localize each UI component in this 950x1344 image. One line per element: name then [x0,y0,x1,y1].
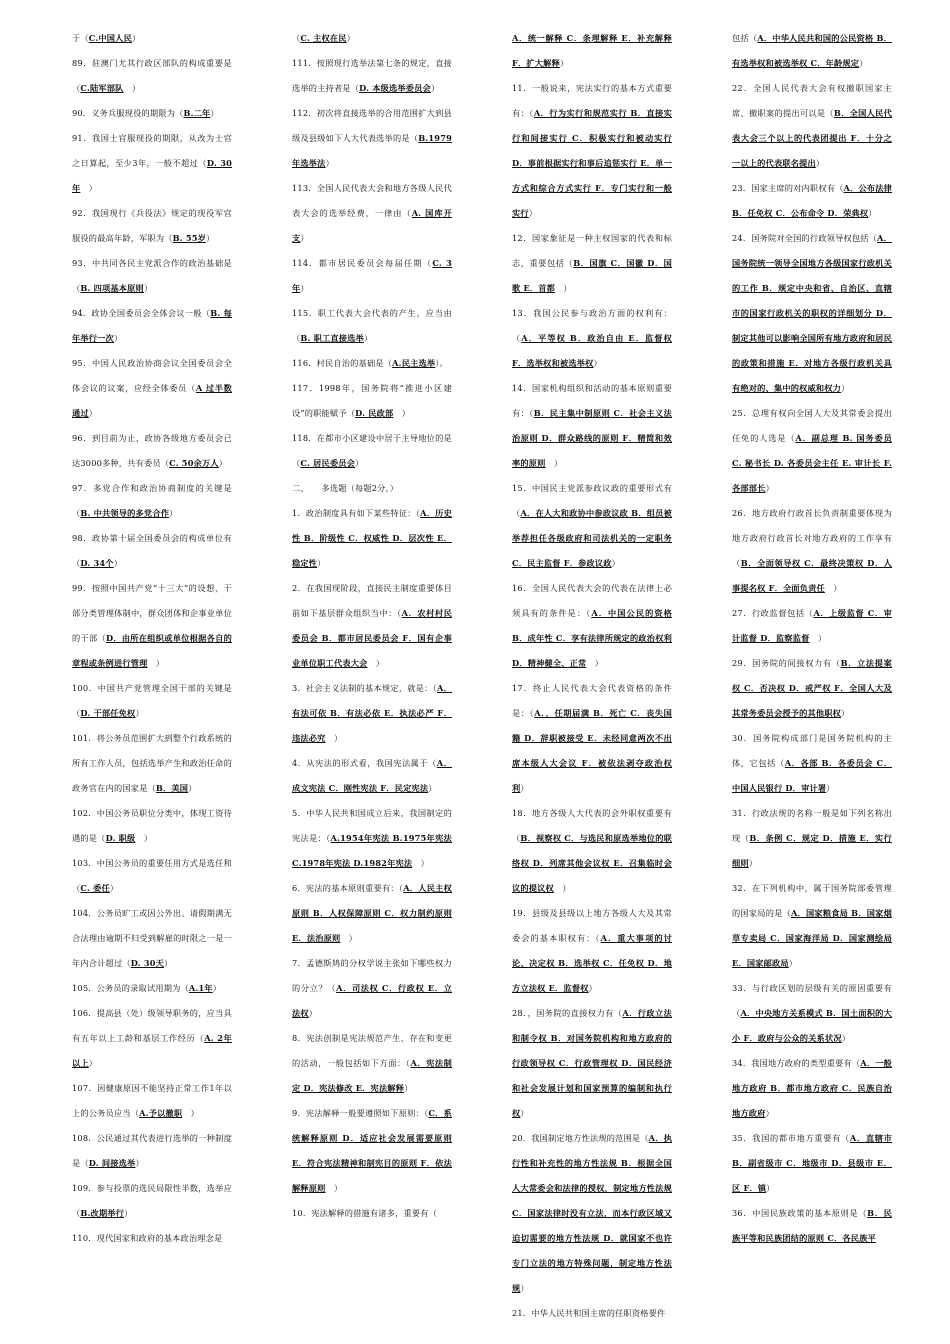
question-item [732,76,892,176]
question-item [72,201,232,251]
answer-text: A.民主选举 [392,358,436,368]
question-item [292,251,452,301]
answer-text: C．系统解释原则 D．适应社会发展需要原则 E．符合宪法精神和制宪目的原则 F．依法解释原则 [292,1108,452,1193]
closing-text: ） [88,1058,98,1068]
closing-text: ） [555,283,572,293]
question-item [72,101,232,126]
question-item [292,426,452,476]
question-text: 33．与行政区划的层级有关的原因重要有（ [732,983,892,1018]
question-text: 24．国务院对全国的行政领导权包括（ [732,233,878,243]
closing-text: ） [788,958,798,968]
question-item [292,176,452,251]
closing-text: ） [164,958,173,968]
answer-text: B.改期举行 [80,1208,125,1218]
question-item [292,376,452,426]
question-text: 89．驻澳门尤其行政区部队的构成重要是（ [72,58,232,93]
closing-text: ） [317,558,326,568]
answer-text: B．美国 [155,783,189,793]
answer-text: A．平等权 B．政治自由 E．监督权 F．选举权和被选举权 [512,333,672,368]
answer-text: A．副总理 B. 国务委员 C. 秘书长 D. 各委员会主任 E. 审计长 F. 各部部长 [732,433,892,493]
question-item [292,1101,452,1201]
question-item [512,76,672,226]
question-item [72,126,232,201]
question-text: 95．中国人民政治协商会议全国委员会全体会议的议案，应经全体委员（ [72,358,232,393]
question-item [72,576,232,676]
answer-text: B．条例 C．规定 D．措施 E．实行细则 [732,833,892,868]
closing-text: ） [841,1033,851,1043]
question-text: 112．初次将直接选举的合用范围扩大到县级及县级如下人大代表选举的是（ [292,108,452,143]
question-item [292,1026,452,1101]
question-item [732,226,892,401]
question-item [732,26,892,76]
answer-text: A．中国公民的资格 B．成年性 C．享有法律所规定的政治权利 D．精神健全、正常 [512,608,673,668]
answer-text: B．民主集中制原则 C．社会主义法治原则 D．群众路线的原则 F．精简和效率的原则 [512,408,672,468]
answer-text: A．中央地方关系模式 B．国土面积的大小 F．政府与公众的关系状况 [732,1008,892,1043]
question-text: 96．到目前为止，政协各级地方委员会已达3000多种，共有委员（ [72,433,232,468]
question-item [292,876,452,951]
question-text: 101．将公务员范围扩大到整个行政系统的所有工作人员，包括选举产生和政治任命的政务官在内的国家是（ [72,733,232,793]
question-item [732,1126,892,1201]
question-item [72,1226,232,1251]
question-text: 109．参与投票的选民局限性半数，选举应（ [72,1183,232,1218]
question-item [512,226,672,301]
answer-text: C.陆军部队 [80,83,124,93]
answer-text: B. 55岁 [172,233,207,243]
question-item [292,26,452,51]
question-item [732,726,892,801]
answer-text: A. 国库开支 [292,208,452,243]
answer-text: A．历史性 B．阶级性 C．权威性 D．层次性 E．稳定性 [292,508,453,568]
question-text: 108．公民通过其代表进行选举的一种制度是（ [72,1133,232,1168]
question-item [72,476,232,526]
answer-text: A 过半数通过 [72,383,233,418]
question-text: 106．提高县（处）级领导职务的，应当具有五年以上工龄和基层工作经历（ [72,1008,232,1043]
closing-text: ） [169,508,178,518]
question-item [72,901,232,976]
answer-text: B．民族平等和民族团结的原则 C．各民族平 [732,1208,892,1243]
question-text: 4．从宪法的形式看，我国宪法属于（ [292,758,437,768]
question-item [732,601,892,651]
answer-text: D. 30天 [130,958,165,968]
closing-text: ） [520,1108,529,1118]
closing-text: ） [809,633,827,643]
question-text: 30．国务院构成部门是国务院机构的主体，它包括（ [732,733,892,768]
answer-text: D. 职级 [105,833,136,843]
question-text: 36．中国民族政策的基本原则是（ [732,1208,868,1218]
question-item [72,301,232,351]
closing-text: ） [393,408,411,418]
question-item [292,801,452,876]
closing-text: ） [363,333,373,343]
closing-text: ） [520,1283,529,1293]
question-text: 3．社会主义法制的基本规定，就是：（ [292,683,437,693]
closing-text: ） [206,233,215,243]
question-text: 23．国家主席的对内职权有（ [732,183,844,193]
question-text: 98．政协第十届全国委员会的构成单位有（ [72,533,232,568]
closing-text: ） [559,58,569,68]
closing-text: ） [826,783,835,793]
question-item [732,1051,892,1126]
closing-text: ）。 [435,358,448,368]
answer-text: A．行为实行和规范实行 B．直接实行和间接实行 C．积极实行和被动实行 D．事前根据实行和事后追惩实行 E．单一方式和综合方式实行 F．专门实行和一般实行 [512,108,672,218]
closing-text: ） [593,358,602,368]
answer-text: A．行政立法和制令权 B．对国务院机构和地方政府的行政领导权 C．行政管理权 D．国民经济和社会发展计划和国家预算的编制和执行权 [512,1008,672,1118]
closing-text: ） [80,183,98,193]
closing-text: ） [412,858,430,868]
question-text: 二、 多选题（每题2分，） [292,483,399,493]
answer-text: B. 职工直接选举 [300,333,364,343]
question-text: （ [292,33,301,43]
answer-text: B．立法提案权 C．否决权 D．戒严权 F．全国人大及其常务委员会授予的其他职权 [732,658,892,718]
answer-text: A．成文宪法 C．刚性宪法 F．民定宪法 [292,758,452,793]
question-item [292,751,452,801]
question-item [512,1126,672,1301]
closing-text: ） [135,708,144,718]
answer-text: A．重大事项的讨论、决定权 B．选举权 C．任免权 D．地方立法权 E．监督权 [512,933,673,993]
closing-text: ） [367,658,385,668]
question-text: 13．我国公民参与政治方面的权利有：（ [512,308,672,343]
answer-text: B. 每年举行一次 [72,308,232,343]
answer-text: A．国务院统一领导全国地方各级国家行政机关的工作 B．规定中央和省、自治区、直辖市的国家行政机关的职权的详细划分 D．制定其他可以影响全国所有地方政府和居民的政策和措施 E．对地方各级行政机关具有绝对的、集中的权威和权力 [732,233,892,393]
answer-text: A．一般地方政府 B．都市地方政府 C．民族自治地方政府 [732,1058,893,1118]
answer-text: D. 30年 [72,158,232,193]
closing-text: ） [815,158,825,168]
question-item [512,801,672,901]
closing-text: ） [308,1008,318,1018]
text-column-3 [512,26,672,1326]
closing-text: ） [868,208,877,218]
question-text: 90．义务兵服现役的期限为（ [72,108,184,118]
question-item [512,901,672,1001]
answer-text: B．全国人民代表大会三个以上的代表团提出 F．十分之一以上的代表联名提出 [732,108,892,168]
question-text: 6．宪法的基本原则重要有：（ [292,883,404,893]
question-item [72,1076,232,1126]
answer-text: C. 3年 [292,258,453,293]
text-column-2 [292,26,452,1226]
closing-text: ） [611,558,621,568]
answer-text: A．有法可依 B．有法必依 E．执法必严 F．违法必究 [292,683,452,743]
closing-text: ） [218,458,228,468]
closing-text: ） [113,333,123,343]
question-text: 107．因健康原因不能坚持正常工作1年以上的公务员应当（ [72,1083,232,1118]
question-item [292,501,452,576]
question-text: 113．全国人民代表大会和地方各级人民代表大会的选举经费，一律由（ [292,183,452,218]
question-text: 12．国家象征是一种主权国家的代表和标志，重要包括（ [512,233,672,268]
answer-text: D. 间接选举 [88,1158,136,1168]
question-text: 103．中国公务员的重要任用方式是选任和（ [72,858,232,893]
closing-text: ） [346,33,356,43]
question-item [732,801,892,876]
question-text: 17．终止人民代表大会代表资格的条件是：（ [512,683,672,718]
question-text: 25．总理有权向全国人大及其常委会提出任免的人选是（ [732,408,892,443]
question-item [292,476,452,501]
closing-text: ） [765,483,774,493]
answer-text: A. 2年以上 [72,1033,232,1068]
question-text: 110．现代国家和政府的基本政治理念是 [72,1233,223,1243]
question-text: 93．中共同各民主党派合作的政治基础是（ [72,258,232,293]
question-text: 118．在都市小区建设中居于主导地位的是（ [292,433,452,468]
closing-text: ） [748,858,758,868]
question-item [732,1201,892,1251]
question-text: 27．行政监督包括（ [732,608,814,618]
answer-text: D. 本级选举委员会 [359,83,431,93]
question-item [292,101,452,176]
question-item [512,476,672,576]
answer-text: A．公布法律 B．任免权 C．公布命令 D．荣典权 [732,183,892,218]
question-text: 18．地方各级人大代表的会外职权重要有（ [512,808,672,843]
question-text: 102．中国公务员职位分类中，体现工资待遇的是（ [72,808,232,843]
answer-text: B．国旗 C．国徽 D．国歌 E．首都 [512,258,673,293]
question-text: 35．我国的都市地方重要有（ [732,1133,850,1143]
answer-text: A．直辖市 B．副省级市 C．地级市 D．县级市 E．区 F．镇 [732,1133,893,1193]
answer-text: A．，任期届满 B．死亡 C．丧失国籍 D．辞职被接受 E．未经同意两次不出席本级人大会议 F．被依法剥夺政治权利 [512,708,672,793]
question-text: 16．全国人民代表大会的代表在法律上必须具有的条件是：（ [512,583,672,618]
question-text: 29．国务院的间接权力有（ [732,658,841,668]
closing-text: ） [182,1108,200,1118]
answer-text: C. 50余万人 [169,458,219,468]
answer-text: A.予以撤职 [139,1108,183,1118]
closing-text: ） [113,558,123,568]
answer-text: A．在人大和政协中参政议政 B．组员被举荐担任各级政府和司法机关的一定职务 C．民主监督 F．参政议政 [512,508,672,568]
question-item [512,301,672,376]
question-text: 115．职工代表大会代表的产生，应当由（ [292,308,452,343]
closing-text: ） [123,83,141,93]
closing-text: ） [325,158,334,168]
question-item [292,301,452,351]
closing-text: ） [428,783,437,793]
question-item [292,51,452,101]
question-item [72,1001,232,1076]
question-text: 15．中国民主党派参政议政的重要形式有（ [512,483,672,518]
answer-text: B．全面领导权 C．最终决策权 D．人事提名权 F．全面负责任 [732,558,893,593]
question-item [72,1176,232,1226]
question-text: 94．政协全国委员会全体会议一般（ [72,308,211,318]
question-item [512,26,672,76]
question-item [72,251,232,301]
question-item [292,351,452,376]
answer-text: D．由所在组织或单位根据各自的章程或条例进行管理 [72,633,232,668]
answer-text: A．执行性和补充性的地方性法规 B．根据全国人大常委会和法律的授权，制定地方性法规 C．国家法律时没有立法，而本行政区域又迫切需要的地方性法规 D．就国家不也许专门立法的地方特殊问题，制定地方性法规 [512,1133,673,1293]
question-item [72,526,232,576]
closing-text: ） [135,1158,144,1168]
closing-text: ） [143,283,153,293]
question-text: 1．政治制度具有如下某些特征：（ [292,508,421,518]
answer-text: D. 34个 [80,558,114,568]
closing-text: ） [586,658,604,668]
closing-text: ） [553,883,571,893]
closing-text: ） [300,233,309,243]
closing-text: ） [325,1183,343,1193]
question-item [512,676,672,801]
answer-text: A．各部 B．各委员会 C．中国人民银行 D．审计署 [732,758,893,793]
question-item [292,951,452,1026]
answer-text: B.1979年选举法 [292,133,452,168]
closing-text: ） [824,583,842,593]
answer-text: D. 干部任免权 [80,708,136,718]
answer-text: B. 四项基本原则 [80,283,144,293]
closing-text: ） [188,783,197,793]
answer-text: A．司法权 C．行政权 E．立法权 [292,983,452,1018]
question-item [292,676,452,751]
question-text: 8．宪法创制是宪法规范产生、存在和变更的活动，一般包括如下方面：（ [292,1033,452,1068]
question-item [732,876,892,976]
answer-text: A．农村村民委员会 B．都市居民委员会 F．国有企事业单位职工代表大会 [292,608,452,668]
closing-text: ） [212,983,222,993]
closing-text: ） [841,708,850,718]
answer-text: A.1年 [188,983,213,993]
closing-text: ） [135,833,153,843]
question-text: 包括（ [732,33,758,43]
answer-text: A．上级监督 C．审计监督 D．监察监督 [732,608,892,643]
question-text: 22．全国人民代表大会有权撤职国家主席、撤职案的提出可以是（ [732,83,892,118]
question-item [292,576,452,676]
question-item [512,1301,672,1326]
question-text: 92．我国现行《兵役法》规定的现役军官服役的最高年龄，军职为（ [72,208,232,243]
closing-text: ） [766,1183,775,1193]
answer-text: A．国家粮食局 B．国家烟草专卖局 C．国家海洋局 D．国家测绘局 E．国家邮政局 [732,908,892,968]
closing-text: ） [520,783,529,793]
answer-text: A．宪法制定 D．宪法修改 E．宪法解释 [292,1058,452,1093]
closing-text: ） [124,1208,133,1218]
closing-text: ） [841,383,850,393]
closing-text: ） [404,1083,413,1093]
question-text: 14．国家机构组织和活动的基本原则重要有：（ [512,383,672,418]
closing-text: ） [355,458,364,468]
question-item [292,1201,452,1226]
question-item [72,851,232,901]
question-text: 116．村民自治的基础是（ [292,358,393,368]
question-item [72,26,232,51]
question-item [72,976,232,1001]
question-item [72,426,232,476]
answer-text: B．视察权 C．与选民和原选举地位的联络权 D．列席其他会议权 E．召集临时会议的提议权 [512,833,672,893]
closing-text: ） [588,983,597,993]
closing-text: ） [88,408,98,418]
question-text: 21．中华人民共和国主席的任职资格要件 [512,1308,666,1318]
closing-text: ） [325,733,343,743]
answer-text: C. 委任 [80,883,110,893]
closing-text: ） [109,883,119,893]
question-text: 10．宪法解释的措施有诸多，重要有（ [292,1208,438,1218]
question-text: 20．我国制定地方性法规的范围是（ [512,1133,649,1143]
question-item [732,501,892,601]
answer-text: D. 民政部 [355,408,394,418]
question-text: 114．都市居民委员会每届任期（ [292,258,433,268]
question-text: 19．县级及县级以上地方各级人大及其常委会的基本职权有：（ [512,908,672,943]
question-text: 32．在下列机构中，属于国务院部委管理的国家局的是（ [732,883,892,918]
closing-text: ） [545,458,563,468]
question-text: 11．一般说来，宪法实行的基本方式重要有：（ [512,83,672,118]
answer-text: C. 主权在民 [300,33,347,43]
question-text: 117．1998年，国务院将“推进小区建设”的职能赋予（ [292,383,452,418]
question-text: 28．，国务院的直接权力有（ [512,1008,623,1018]
question-text: 7．孟德斯鸠的分权学说主张如下哪些权力的分立？（ [292,958,452,993]
text-column-1 [72,26,232,1251]
question-item [72,801,232,851]
question-text: 于（ [72,33,89,43]
question-item [512,576,672,676]
answer-text: C.中国人民 [88,33,132,43]
question-item [72,676,232,726]
question-text: 2．在我国现阶段，直接民主制度重要体目前如下基层群众组织当中：（ [292,583,452,618]
answer-text: C. 居民委员会 [300,458,356,468]
text-column-4 [732,26,892,1251]
question-item [512,1001,672,1126]
closing-text: ） [528,208,538,218]
answer-text: B.二年 [183,108,211,118]
answer-text: A．统一解释 C．条理解释 E．补充解释 F．扩大解释 [512,33,672,68]
question-text: 5．中华人民共和国成立后来，我国制定的宪法是：（ [292,808,452,843]
question-item [72,726,232,801]
question-item [72,51,232,101]
question-item [732,976,892,1051]
question-text: 91．我国士官服现役的期限，从改为士官之日算起，至少3年，一般不超过（ [72,133,232,168]
closing-text: ） [300,283,309,293]
closing-text: ） [210,108,219,118]
question-text: 31．行政法规的名称一般是如下列名称出现（ [732,808,892,843]
question-item [732,651,892,726]
answer-text: B. 中共领导的多党合作 [80,508,170,518]
question-item [732,401,892,501]
closing-text: ） [765,1108,774,1118]
question-text: 34．我国地方政府的类型重要有（ [732,1058,861,1068]
question-text: 111．按照现行选举法第七条的规定，直接选举的主持者是（ [292,58,452,93]
question-text: 104．公务员旷工或因公外出、请假期满无合法理由逾期不归受到解雇的时限之一是一年内合计超过（ [72,908,232,968]
closing-text: ） [430,83,440,93]
question-item [512,376,672,476]
question-item [732,176,892,226]
question-text: 105．公务员的录取试用期为（ [72,983,189,993]
answer-text: A.1954年宪法 B.1975年宪法 C.1978年宪法 D.1982年宪法 [292,833,452,868]
answer-text: A．人民主权原则 B．人权保障原则 C．权力制约原则 E．法治原则 [292,883,452,943]
closing-text: ） [340,933,358,943]
question-text: 99．按照中国共产党“十三大”的设想，干部分类管理体制中，群众团体和企事业单位的干部（ [72,583,232,643]
question-text: 100．中国共产党管理全国干部的关键是（ [72,683,232,718]
closing-text: ） [131,33,141,43]
question-text: 9．宪法解释一般要遵照如下原则：（ [292,1108,429,1118]
question-text: 97．多党合作和政治协商制度的关键是（ [72,483,232,518]
closing-text: ） [859,58,868,68]
question-item [72,351,232,426]
closing-text: ） [147,658,165,668]
question-item [72,1126,232,1176]
question-text: 26．地方政府行政首长负责制重要体现为地方政府行政首长对地方政府的工作享有（ [732,508,892,568]
answer-text: A．中华人民共和国的公民资格 B．有选举权和被选举权 C．年龄规定 [732,33,892,68]
